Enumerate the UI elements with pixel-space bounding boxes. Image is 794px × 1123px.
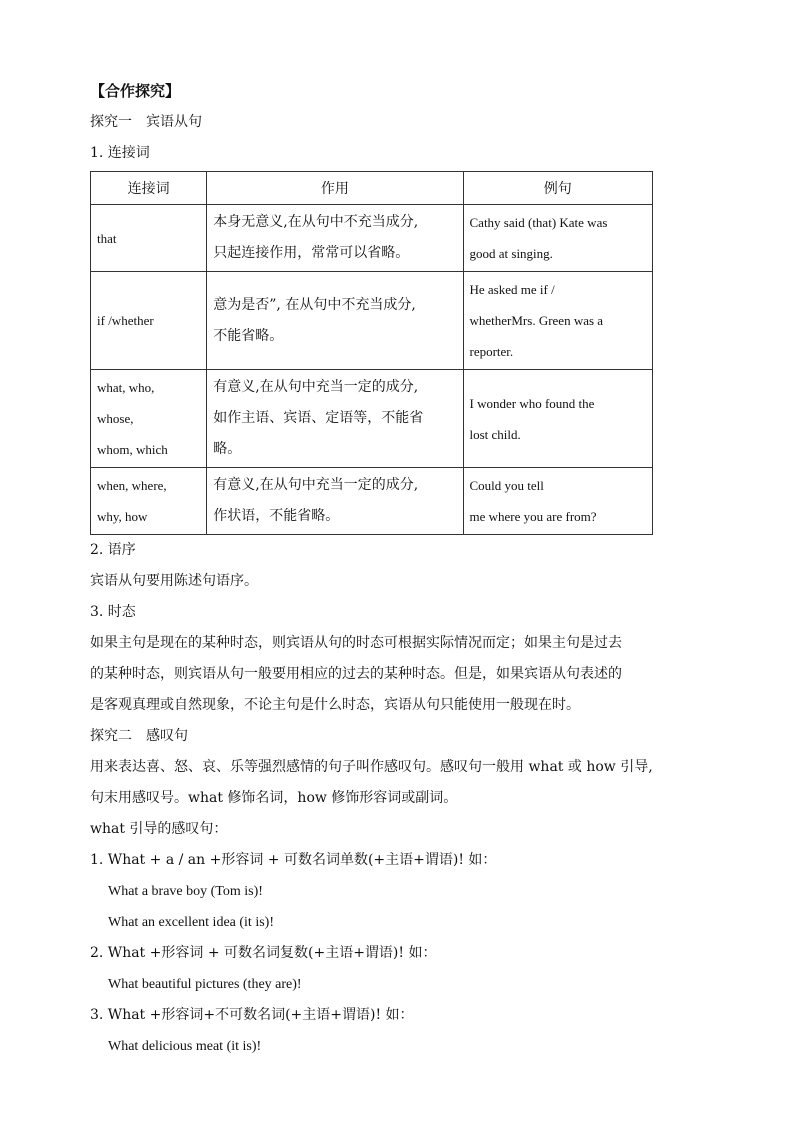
section1-title: 探究一 宾语从句 xyxy=(90,114,202,130)
section1-sub2: 2. 语序 xyxy=(90,542,136,558)
cell-line: 本身无意义,在从句中不充当成分, xyxy=(213,214,419,230)
table-cell-word xyxy=(91,205,207,272)
cell-line: whose, xyxy=(97,411,134,426)
rule-2: 2. What +形容词 + 可数名词复数(+主语+谓语)! 如： xyxy=(90,945,437,961)
cell-line: me where you are from? xyxy=(469,509,597,524)
table-header-example: 例句 xyxy=(463,172,653,205)
cell-line: whom, which xyxy=(97,442,168,457)
table-header-word: 连接词 xyxy=(91,172,207,205)
cell-line: 作状语，不能省略。 xyxy=(213,508,340,524)
paragraph-line: 的某种时态，则宾语从句一般要用相应的过去的某种时态。但是，如果宾语从句表述的 xyxy=(90,666,622,682)
table-cell-usage xyxy=(207,370,463,468)
cell-line: why, how xyxy=(97,509,148,524)
section2-title: 探究二 感叹句 xyxy=(90,728,188,744)
table-header-usage: 作用 xyxy=(207,172,463,205)
cell-line: 如作主语、宾语、定语等，不能省 xyxy=(213,410,424,426)
rule-1-example-1: What a brave boy (Tom is)! xyxy=(108,884,263,899)
cell-line: He asked me if / xyxy=(469,282,555,297)
table-header-row xyxy=(91,172,653,205)
table-cell-word xyxy=(91,370,207,468)
table-cell-word xyxy=(91,272,207,370)
cell-line: what, who, xyxy=(97,380,155,395)
table-cell-word xyxy=(91,468,207,535)
cell-line: 有意义,在从句中充当一定的成分, xyxy=(213,477,419,493)
cell-line: 意为是否”, 在从句中不充当成分, xyxy=(213,296,416,313)
cell-line: whetherMrs. Green was a xyxy=(469,313,604,328)
cell-line: if /whether xyxy=(97,313,154,328)
table-cell-example xyxy=(463,370,653,468)
what-title: what 引导的感叹句： xyxy=(90,821,228,837)
section1-sub1: 1. 连接词 xyxy=(90,145,150,161)
document-page xyxy=(90,76,710,1062)
table-cell-example xyxy=(463,468,653,535)
cell-line: good at singing. xyxy=(469,246,553,261)
table-cell-usage xyxy=(207,205,463,272)
paragraph-line: 如果主句是现在的某种时态，则宾语从句的时态可根据实际情况而定；如果主句是过去 xyxy=(90,635,622,651)
cell-line: that xyxy=(97,230,117,246)
cell-line: 略。 xyxy=(213,441,242,457)
cell-line: lost child. xyxy=(469,426,521,442)
cell-line: Could you tell xyxy=(469,478,544,493)
table-cell-usage xyxy=(207,272,463,370)
rule-2-example-1: What beautiful pictures (they are)! xyxy=(108,977,302,992)
paragraph-line: 句末用感叹号。what 修饰名词，how 修饰形容词或副词。 xyxy=(90,790,458,806)
table-row xyxy=(91,468,653,535)
table-cell-example xyxy=(463,205,653,272)
cell-line: reporter. xyxy=(469,344,514,359)
section1-sub3: 3. 时态 xyxy=(90,604,136,620)
table-cell-example xyxy=(463,272,653,370)
paragraph-line: 是客观真理或自然现象，不论主句是什么时态，宾语从句只能使用一般现在时。 xyxy=(90,697,580,713)
table-row xyxy=(91,205,653,272)
section2-intro xyxy=(90,752,710,814)
section1-sub2-text: 宾语从句要用陈述句语序。 xyxy=(90,573,258,589)
paragraph-line: 用来表达喜、怒、哀、乐等强烈感情的句子叫作感叹句。感叹句一般用 what 或 how 引导, xyxy=(90,759,653,775)
conjunction-table xyxy=(90,171,653,535)
cell-line: Cathy said (that) Kate was xyxy=(469,215,608,230)
table-row xyxy=(91,370,653,468)
section-heading: 【合作探究】 xyxy=(90,82,181,100)
cell-line: 有意义,在从句中充当一定的成分, xyxy=(213,379,419,395)
cell-line: when, where, xyxy=(97,478,167,493)
rule-1: 1. What + a / an +形容词 + 可数名词单数(+主语+谓语)! 如： xyxy=(90,852,497,868)
cell-line: 只起连接作用，常常可以省略。 xyxy=(213,245,410,261)
rule-3-example-1: What delicious meat (it is)! xyxy=(108,1039,262,1054)
table-cell-usage xyxy=(207,468,463,535)
rule-1-example-2: What an excellent idea (it is)! xyxy=(108,915,274,930)
rule-3: 3. What +形容词+不可数名词(+主语+谓语)! 如： xyxy=(90,1007,414,1023)
section1-sub3-text xyxy=(90,628,710,721)
table-row xyxy=(91,272,653,370)
cell-line: I wonder who found the xyxy=(469,395,595,411)
cell-line: 不能省略。 xyxy=(213,327,284,344)
